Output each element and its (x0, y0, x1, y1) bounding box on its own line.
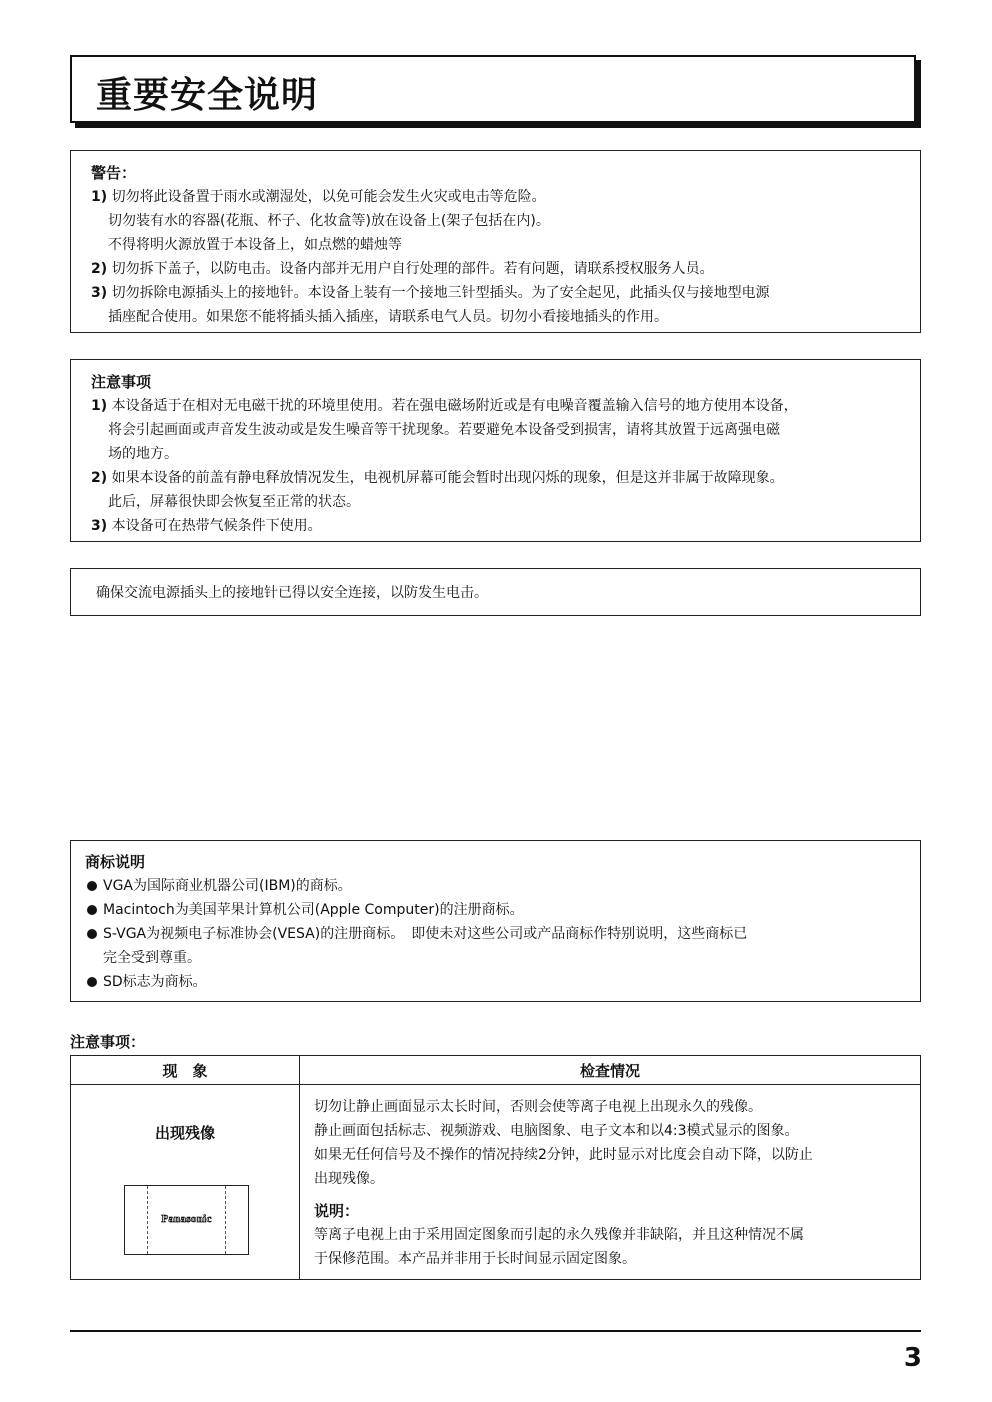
trademarks-heading: 商标说明 (85, 853, 146, 871)
column-header-phenomenon: 现 象 (71, 1056, 300, 1085)
warning-line: 1) 切勿将此设备置于雨水或潮湿处，以免可能会发生火灾或电击等危险。 (91, 189, 546, 205)
trademark-item: VGA为国际商业机器公司(IBM)的商标。 (85, 874, 920, 898)
check-cell (300, 1085, 921, 1280)
page-number: 3 (903, 1343, 922, 1373)
warning-line: 2) 切勿拆下盖子，以防电击。设备内部并无用户自行处理的部件。若有问题，请联系授权服务人员。 (91, 261, 714, 277)
note-line: 等离子电视上由于采用固定图象而引起的永久残像并非缺陷，并且这种情况不属 (314, 1227, 804, 1243)
check-line: 出现残像。 (314, 1171, 384, 1187)
caution-line: 将会引起画面或声音发生波动或是发生噪音等干扰现象。若要避免本设备受到损害，请将其放置于远离强电磁 (108, 422, 780, 438)
caution-heading: 注意事项 (91, 373, 152, 391)
trademark-item: SD标志为商标。 (85, 970, 920, 994)
warning-line: 插座配合使用。如果您不能将插头插入插座，请联系电气人员。切勿小看接地插头的作用。 (108, 309, 668, 325)
phenomenon-label: 出现残像 (154, 1124, 215, 1142)
trademark-item-continuation: 完全受到尊重。 (103, 950, 201, 966)
title-box (70, 55, 916, 123)
caution-line: 此后，屏幕很快即会恢复至正常的状态。 (108, 494, 360, 510)
caution-line: 场的地方。 (108, 446, 178, 462)
grounding-note-box (70, 568, 921, 616)
afterimage-illustration (124, 1185, 249, 1255)
caution-line: 2) 如果本设备的前盖有静电释放情况发生，电视机屏幕可能会暂时出现闪烁的现象，但是这并非属于故障现象。 (91, 470, 784, 486)
warning-line: 切勿装有水的容器(花瓶、杯子、化妆盒等)放在设备上(架子包括在内)。 (108, 213, 550, 229)
caution-line: 1) 本设备适于在相对无电磁干扰的环境里使用。若在强电磁场附近或是有电噪音覆盖输入信号的地方使用本设备， (91, 398, 798, 414)
trademarks-box (70, 840, 921, 1002)
warning-line: 不得将明火源放置于本设备上，如点燃的蜡烛等 (108, 237, 402, 253)
notes-table-heading: 注意事项： (70, 1033, 146, 1051)
caution-line: 3) 本设备可在热带气候条件下使用。 (91, 518, 322, 534)
caution-box (70, 359, 921, 542)
trademark-item: Macintoch为美国苹果计算机公司(Apple Computer)的注册商标。 (85, 898, 920, 922)
footer-divider (70, 1330, 921, 1332)
table-row (71, 1085, 921, 1280)
note-heading: 说明： (314, 1202, 360, 1220)
page-title: 重要安全说明 (96, 75, 319, 116)
warning-box (70, 150, 921, 333)
phenomenon-cell (71, 1085, 300, 1280)
grounding-note: 确保交流电源插头上的接地针已得以安全连接，以防发生电击。 (96, 585, 488, 601)
check-line: 静止画面包括标志、视频游戏、电脑图象、电子文本和以4:3模式显示的图象。 (314, 1123, 799, 1139)
warning-heading: 警告： (91, 164, 137, 182)
check-line: 切勿让静止画面显示太长时间，否则会使等离子电视上出现永久的残像。 (314, 1099, 762, 1115)
panasonic-logo: Panasonic (161, 1213, 212, 1225)
note-line: 于保修范围。本产品并非用于长时间显示固定图象。 (314, 1251, 636, 1267)
notes-table (70, 1055, 921, 1280)
trademark-item: S-VGA为视频电子标准协会(VESA)的注册商标。 即使未对这些公司或产品商标作特别说明，这些商标已 (85, 922, 920, 946)
warning-line: 3) 切勿拆除电源插头上的接地针。本设备上装有一个接地三针型插头。为了安全起见，此插头仅与接地型电源 (91, 285, 770, 301)
check-line: 如果无任何信号及不操作的情况持续2分钟，此时显示对比度会自动下降，以防止 (314, 1147, 813, 1163)
column-header-check: 检查情况 (300, 1056, 921, 1085)
